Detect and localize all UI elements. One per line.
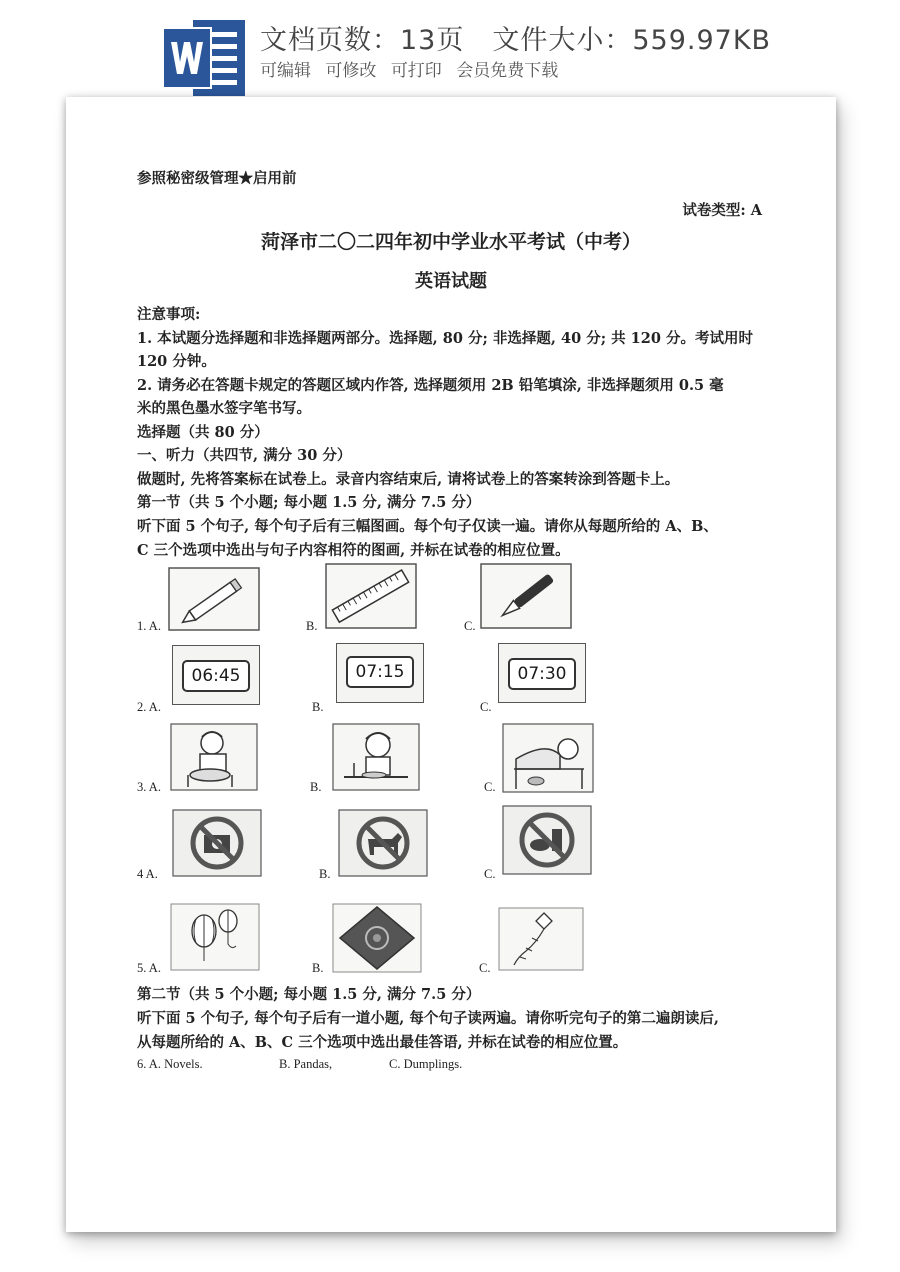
section2-instr-line1: 听下面 5 个句子, 每个句子后有一道小题, 每个句子读两遍。请你听完句子的第二遍朗读后,: [137, 1010, 719, 1027]
section2-instr-line2: 从每题所给的 A、B、C 三个选项中选出最佳答语, 并标在试卷的相应位置。: [137, 1034, 628, 1051]
boy-washing-icon: [170, 723, 258, 791]
digital-clock-b: 07:15: [346, 656, 414, 688]
feature-editable: 可编辑: [260, 61, 311, 81]
boy-eating-icon: [332, 723, 420, 791]
no-food-drink-sign-icon: [502, 805, 592, 875]
note2-line2: 米的黑色墨水签字笔书写。: [137, 400, 311, 417]
pencil-icon: [168, 567, 260, 631]
note1-line2: 120 分钟。: [137, 353, 216, 370]
file-info-banner: [0, 0, 900, 100]
clock-b-frame: [336, 643, 424, 703]
banner-title: [260, 18, 771, 57]
fountain-pen-icon: [480, 563, 572, 629]
section1-heading: 第一节（共 5 个小题; 每小题 1.5 分, 满分 7.5 分）: [137, 494, 481, 511]
kite-icon: [498, 907, 584, 971]
q1-option-a-label: 1. A.: [137, 619, 161, 633]
boy-sleeping-icon: [502, 723, 594, 793]
exam-title: 菏泽市二〇二四年初中学业水平考试（中考）: [260, 231, 641, 253]
lanterns-icon: [170, 903, 260, 971]
q3-option-c-label: C.: [484, 780, 496, 794]
q6-option-b: B. Pandas,: [279, 1057, 333, 1071]
page-count: 文档页数：13页: [260, 25, 465, 56]
q1-option-b-label: B.: [306, 619, 318, 633]
section2-heading: 第二节（共 5 个小题; 每小题 1.5 分, 满分 7.5 分）: [137, 986, 481, 1003]
paper-type: 试卷类型: A: [682, 202, 762, 219]
note1-line1: 1. 本试题分选择题和非选择题两部分。选择题, 80 分; 非选择题, 40 分; 共 120 分。考试用时: [137, 330, 753, 347]
listening-heading: 一、听力（共四节, 满分 30 分）: [137, 447, 352, 464]
q3-option-a-label: 3. A.: [137, 780, 161, 794]
feature-printable: 可打印: [390, 61, 442, 81]
notes-heading: 注意事项:: [137, 306, 201, 323]
no-photos-sign-icon: [172, 809, 262, 877]
q6-option-c: C. Dumplings.: [389, 1057, 463, 1071]
digital-clock-c: 07:30: [508, 658, 576, 690]
q2-option-c-label: C.: [480, 700, 492, 714]
file-size: 文件大小：559.97KB: [492, 25, 772, 56]
mooncake-icon: [332, 903, 422, 973]
q4-option-a-label: 4 A.: [137, 867, 158, 881]
exam-subtitle: 英语试题: [415, 271, 487, 292]
q2-option-a-label: 2. A.: [137, 700, 161, 714]
section1-instr-line1: 听下面 5 个句子, 每个句子后有三幅图画。每个句子仅读一遍。请你从每题所给的 A、B、: [137, 518, 718, 535]
q5-option-c-label: C.: [479, 961, 491, 975]
q4-option-b-label: B.: [319, 867, 331, 881]
q2-option-b-label: B.: [312, 700, 324, 714]
no-dogs-sign-icon: [338, 809, 428, 877]
q4-option-c-label: C.: [484, 867, 496, 881]
note2-line1: 2. 请务必在答题卡规定的答题区域内作答, 选择题须用 2B 铅笔填涂, 非选择题须用 0.5 毫: [137, 377, 724, 394]
banner-features: [260, 56, 567, 81]
q5-option-a-label: 5. A.: [137, 961, 161, 975]
ruler-icon: [325, 563, 417, 629]
clock-a-frame: [172, 645, 260, 705]
q6-option-a: 6. A. Novels.: [137, 1057, 203, 1071]
q5-option-b-label: B.: [312, 961, 324, 975]
word-document-icon: [163, 20, 245, 96]
document-page[interactable]: [66, 97, 836, 1232]
classification-label: 参照秘密级管理★启用前: [137, 170, 297, 187]
clock-c-frame: [498, 643, 586, 703]
feature-member-download: 会员免费下载: [456, 61, 559, 81]
listening-instructions: 做题时, 先将答案标在试卷上。录音内容结束后, 请将试卷上的答案转涂到答题卡上。: [137, 471, 680, 488]
digital-clock-a: 06:45: [182, 660, 250, 692]
choice-heading: 选择题（共 80 分）: [137, 424, 269, 441]
feature-modifiable: 可修改: [325, 61, 377, 81]
q3-option-b-label: B.: [310, 780, 322, 794]
section1-instr-line2: C 三个选项中选出与句子内容相符的图画, 并标在试卷的相应位置。: [137, 542, 570, 559]
q1-option-c-label: C.: [464, 619, 476, 633]
